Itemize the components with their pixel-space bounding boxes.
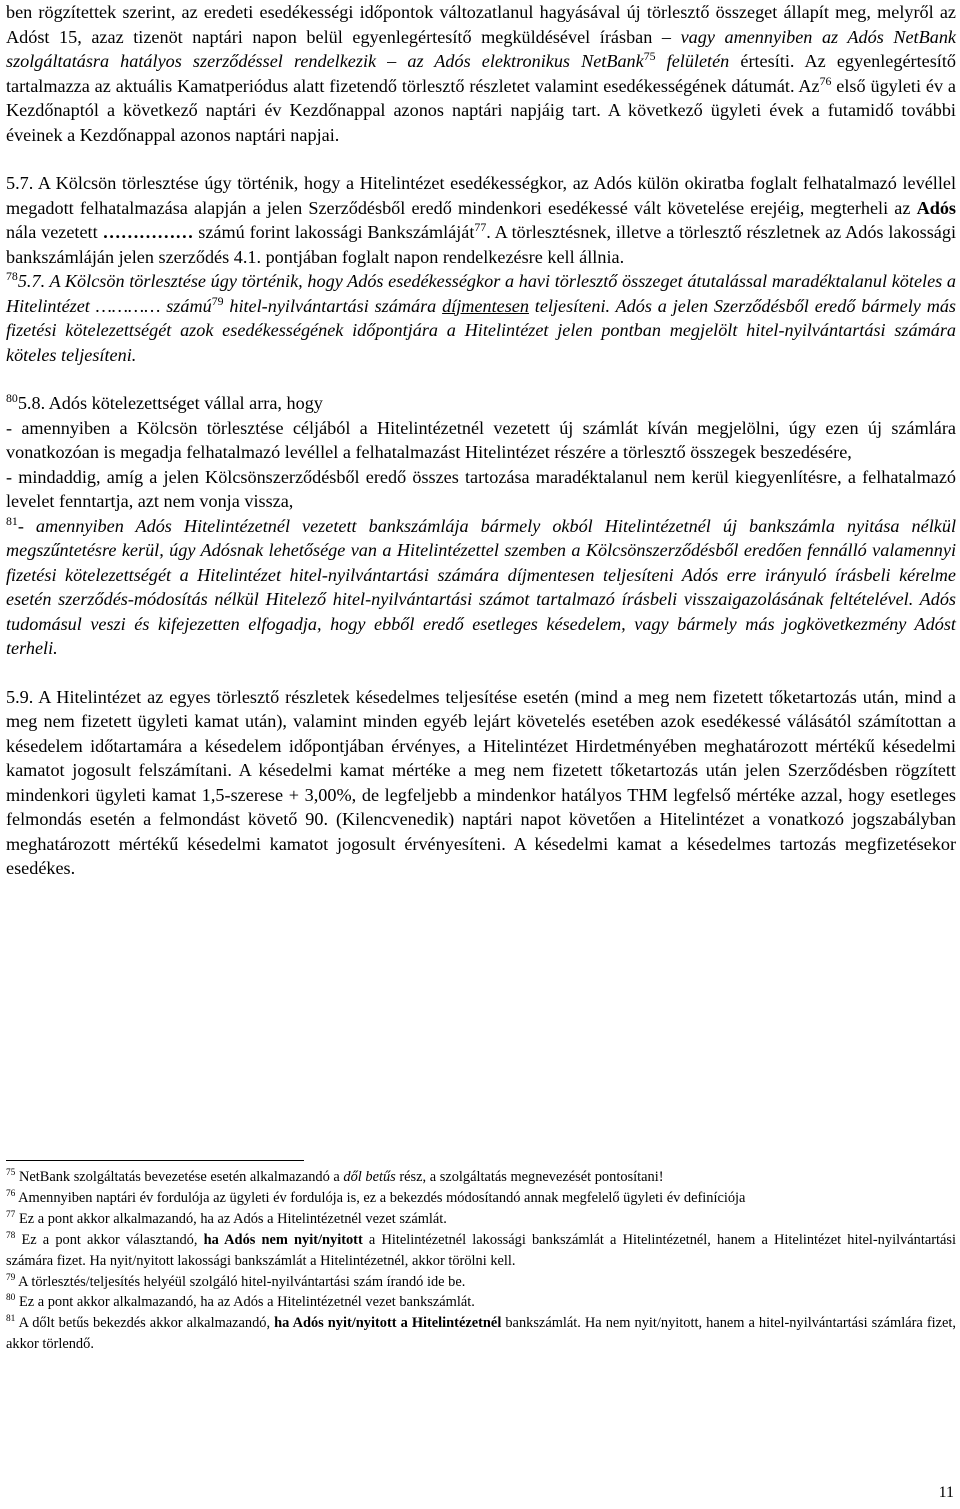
footnote-ref-75[interactable]: 75 [643,48,656,63]
text-run: 5.7. A Kölcsön törlesztése úgy történik, hogy a Hitelintézet esedékességkor, az Adós külön okiratba foglalt felhatalmazó levéllel megadott felhatalmazása alapján a jelen Szerződésből eredő mindenkori esedékessé vált követelése erejéig, megterheli az [6,173,956,218]
footnote-number: 75 [6,1168,16,1179]
text-run: bankszámlát. Ha nem nyit/nyitott, hanem a hitel-nyilvántartási számlára fizet, akkor törlendő. [6,1315,956,1353]
text-run: A törlesztés/teljesítés helyéül szolgáló hitel-nyilvántartási szám írandó ide be. [15,1273,466,1290]
text-run: Amennyiben naptári év fordulója az ügyleti év fordulója is, ez a bekezdés módosítandó annak megfelelő ügyleti év definíciója [15,1189,746,1206]
text-run: 5.8. Adós kötelezettséget vállal arra, hogy [17,393,323,413]
footnote-79 [6,1272,956,1293]
underlined-run: díjmentesen [442,295,529,316]
footnote-ref-81[interactable]: 81 [6,513,18,528]
footnote-ref-76[interactable]: 76 [819,73,832,88]
bold-run: Adós [916,197,956,218]
footnote-ref-80[interactable]: 80 [6,390,18,405]
footnote-number: 81 [6,1314,16,1325]
footnote-76 [6,1188,956,1209]
paragraph-5-8-heading [6,391,956,416]
text-run: számú forint lakossági Bankszámláját [193,222,475,242]
text-run: első ügyleti év a Kezdőnaptól a következő naptári év Kezdőnappal azonos naptári napjáig tart. A következő ügyleti évek a futamidő további éveinek a Kezdőnappal azonos naptári napjai. [6,75,956,145]
footnote-80 [6,1292,956,1313]
italic-run: hitel-nyilvántartási számára [223,295,443,316]
footnote-separator [6,1160,304,1161]
italic-run: számú [160,295,212,316]
footnote-number: 80 [6,1293,16,1304]
paragraph-continuation [6,0,956,147]
footnote-number: 79 [6,1272,16,1283]
bold-run: ha Adós nyit/nyitott a Hitelintézetnél [274,1315,502,1332]
list-item [6,416,956,465]
placeholder-dots: ………… [95,295,161,316]
italic-run: - amennyiben Adós Hitelintézetnél vezetett bankszámlája bármely okból Hitelintézetnél új bankszámla nyitása nélkül megszűntetésre kerül, úgy Adósnak lehetősége van a Hitelintézettel szemben a Kölcsönszerződésből eredően fennálló valamennyi fizetési kötelezettségét a Hitelintézet hitel-nyilvántartási számára díjmentesen teljesíteni Adós erre irányuló írásbeli kérelme esetén szerződés-módosítás nélkül Hitelező hitel-nyilvántartási számot tartalmazó írásbeli visszaigazolásának feltételével. Adós tudomásul veszi és kifejezetten elfogadja, hogy ebből eredő esetleges késedelem, vagy bármely más jogkövetkezmény Adóst terheli. [6,515,956,658]
paragraph-5-7 [6,171,956,269]
footnote-75 [6,1167,956,1188]
text-run: - mindaddig, amíg a jelen Kölcsönszerződésből eredő összes tartozása maradéktalanul nem kerül kiegyenlítésre, a felhatalmazó levelet fenntartja, azt nem vonja vissza, [6,466,956,511]
text-run: . A törlesztésnek, illetve a törlesztő részletnek az Adós lakossági bankszámláján jelen szerződés 4.1. pontjában foglalt napon rendelkezésre kell állnia. [6,222,957,267]
text-run: Ez a pont akkor alkalmazandó, ha az Adós a Hitelintézetnél vezet bankszámlát. [15,1294,475,1311]
footnote-number: 77 [6,1210,16,1221]
text-run: rész, a szolgáltatás megnevezését pontosítani! [395,1169,664,1185]
footnote-81 [6,1313,956,1355]
footnotes [6,1160,956,1355]
text-run: ben rögzítettek szerint, az eredeti esedékességi időpontok változatlanul hagyásával új törlesztő összeget állapít meg, melyről az Adóst 15, azaz tizenöt naptári napon belül egyenlegértesítő megküldésével írásban – [6,2,956,47]
bold-run: ha Adós nem nyit/nyitott [203,1231,363,1248]
paragraph-5-9: 5.9. A Hitelintézet az egyes törlesztő részletek késedelmes teljesítése esetén (mind a meg nem fizetett tőketartozás után, mind a meg nem fizetett ügyleti kamat után), valamint minden egyéb lejárt követelés esetében azok esedékessé válásától számítottan a késedelem időtartamára a késedelem időpontjában érvényes, a Hitelintézet Hirdetményében meghatározott mértékű késedelmi kamatot jogosult felszámítani. A késedelmi kamat mértéke a meg nem fizetett tőketartozás után jelen Szerződésben rögzített mindenkori ügyleti kamat 1,5-szerese + 3,00%, de legfeljebb a mindenkor hatályos THM legfelső mértéke azzal, hogy esetleges felmondás esetén a felmondást követő 90. (Kilencvenedik) naptári napot követően a Hitelintézet a vonatkozó jogszabályban meghatározott mértékű késedelmi kamatot jogosult érvényesíteni. A késedelmi kamat a késedelmes tartozás megfizetésekor esedékes. [6,686,956,878]
text-run: a Hitelintézetnél lakossági bankszámlát a Hitelintézetnél, hanem a Hitelintézet hitel-nyilvántartási számára fizet. Ha nyit/nyitott lakossági bankszámlát a Hitelintézetnél, akkor törölni kell. [6,1231,957,1269]
footnote-number: 78 [6,1230,16,1241]
footnote-77 [6,1209,956,1230]
list-item [6,465,956,514]
paragraph-5-7-alt [6,269,956,367]
text-run: Ez a pont akkor választandó, [15,1231,204,1248]
text-run: NetBank szolgáltatás bevezetése esetén alkalmazandó a [15,1169,344,1185]
body-text [6,0,956,881]
footnote-number: 76 [6,1189,16,1200]
italic-run: 5.7. A Kölcsön törlesztése úgy történik, hogy Adós esedékességkor a havi törlesztő összeget átutalással maradéktalanul köteles a Hitelintézet [6,271,956,316]
text-run: értesíti. Az egyenlegértesítő tartalmazza az aktuális Kamatperiódus alatt fizetendő törlesztő részletet valamint esedékességének dátumát. Az [6,51,956,96]
text-run: - amennyiben a Kölcsön törlesztése céljából a Hitelintézetnél vezetett új számlát kíván megjelölni, úgy ezen új számlára vonatkozóan is megadja felhatalmazó levéllel a felhatalmazást Hitelintézet részére a törlesztő összegek beszedésére, [6,417,956,462]
footnote-78 [6,1230,956,1272]
footnote-ref-77[interactable]: 77 [474,219,487,234]
footnote-ref-78[interactable]: 78 [6,268,18,283]
footnote-ref-79[interactable]: 79 [211,293,224,308]
page-number: 11 [938,1484,954,1501]
italic-run: felületén [655,51,730,71]
italic-run: dől betűs [343,1169,396,1185]
text-run: Ez a pont akkor alkalmazandó, ha az Adós a Hitelintézetnél vezet számlát. [15,1210,447,1227]
italic-run: vagy amennyiben az Adós NetBank szolgáltatásra hatályos szerződéssel rendelkezik – az Adós elektronikus NetBank [6,26,956,71]
italic-run: teljesíteni. Adós a jelen Szerződésből eredő bármely más fizetési kötelezettségét azok esedékességének időpontjára a Hitelintézet jelen pontban megjelölt hitel-nyilvántartási számára köteles teljesíteni. [6,295,956,365]
list-item [6,514,956,661]
placeholder-dots: …………… [102,222,194,242]
text-run: nála vezetett [6,222,103,242]
text-run: A dőlt betűs bekezdés akkor alkalmazandó, [15,1315,275,1332]
